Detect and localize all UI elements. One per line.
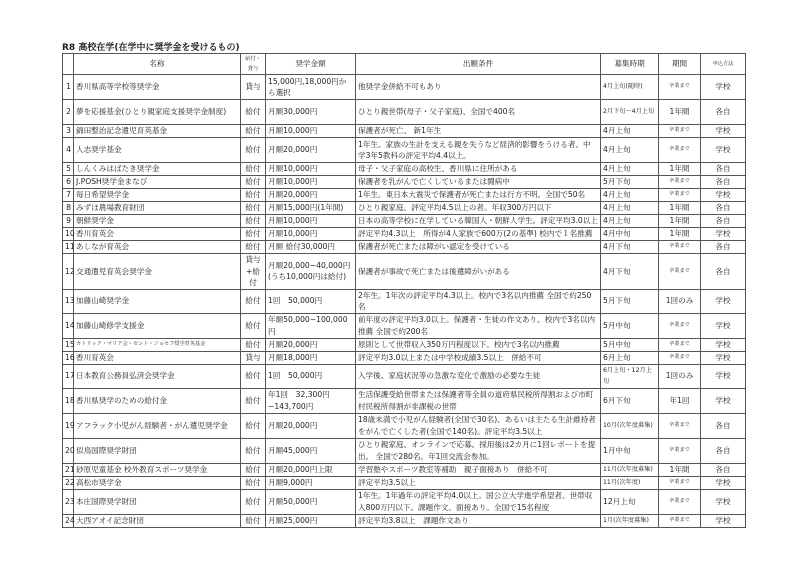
table-row xyxy=(63,100,746,125)
cell-duration: 卒業まで xyxy=(659,254,701,290)
cell-kind: 給付 xyxy=(241,138,266,163)
cell-conditions: 1年生。1年過年の評定平均4.0以上。国公立大学進学希望者。世帯収入800万円以下。課題作文、面接あり。全国で15名程度 xyxy=(356,489,601,514)
cell-method: 各自 xyxy=(701,254,746,290)
cell-no: 13 xyxy=(63,289,74,313)
cell-duration: 卒業まで xyxy=(659,514,701,527)
cell-kind: 給付 xyxy=(241,489,266,514)
cell-amount: 月額9,000円 xyxy=(266,476,356,489)
cell-name: 香川育英会 xyxy=(74,351,241,364)
cell-no: 14 xyxy=(63,313,74,338)
cell-duration: 卒業まで xyxy=(659,476,701,489)
cell-kind: 給付 xyxy=(241,202,266,215)
cell-conditions: 他奨学金併給不可もあり xyxy=(356,75,601,100)
cell-method: 学校 xyxy=(701,338,746,351)
cell-kind: 給付 xyxy=(241,163,266,176)
cell-kind: 給付 xyxy=(241,364,266,388)
cell-name: 毎日希望奨学金 xyxy=(74,189,241,202)
cell-amount: 月額50,000円 xyxy=(266,489,356,514)
cell-name: 大西アオイ記念財団 xyxy=(74,514,241,527)
cell-name: 交通遺児育英会奨学金 xyxy=(74,254,241,290)
header-period: 募集時期 xyxy=(601,54,659,75)
cell-amount: 月額45,000円 xyxy=(266,438,356,463)
cell-method: 学校 xyxy=(701,289,746,313)
cell-name: 加藤山崎修学支援金 xyxy=(74,313,241,338)
cell-duration: 1年間 xyxy=(659,463,701,476)
cell-period: 4月上旬 xyxy=(601,202,659,215)
table-row xyxy=(63,189,746,202)
table-row xyxy=(63,202,746,215)
cell-kind: 給付 xyxy=(241,125,266,138)
cell-method: 学校 xyxy=(701,489,746,514)
cell-conditions: ひとり親世帯(母子・父子家庭)、全国で400名 xyxy=(356,100,601,125)
cell-no: 22 xyxy=(63,476,74,489)
cell-method: 学校 xyxy=(701,476,746,489)
cell-kind: 給付 xyxy=(241,189,266,202)
cell-conditions: 評定平均4.3以上 所得が4人家族で600万(2の基準) 校内で１名推薦 xyxy=(356,228,601,241)
cell-conditions: 日本の高等学校に在学している韓国人・朝鮮人学生。評定平均3.0以上 xyxy=(356,215,601,228)
cell-method: 学校 xyxy=(701,388,746,413)
cell-no: 8 xyxy=(63,202,74,215)
cell-duration: 1年間 xyxy=(659,215,701,228)
table-row xyxy=(63,215,746,228)
table-row xyxy=(63,338,746,351)
cell-conditions: 1年生。家族の生計を支える親を失うなど経済的影響をうける者。中学3年5教科の評定平均4.4以上。 xyxy=(356,138,601,163)
cell-amount: 年額50,000~100,000円 xyxy=(266,313,356,338)
cell-conditions: 生活保護受給世帯または保護者等全員の道府県民税所得割および市町村民税所得割が非課税の世帯 xyxy=(356,388,601,413)
cell-name: J.POSH奨学金まなび xyxy=(74,176,241,189)
cell-conditions: 学習塾やスポーツ教室等補助 親子面接あり 併給不可 xyxy=(356,463,601,476)
cell-amount: 15,000円,18,000円から選択 xyxy=(266,75,356,100)
cell-kind: 貸与+給付 xyxy=(241,254,266,290)
header-amount: 奨学金額 xyxy=(266,54,356,75)
cell-amount: 月額10,000円 xyxy=(266,125,356,138)
cell-amount: 月額25,000円 xyxy=(266,514,356,527)
cell-kind: 貸与 xyxy=(241,75,266,100)
header-method: 申込方法 xyxy=(701,54,746,75)
table-row xyxy=(63,176,746,189)
cell-duration: 卒業まで xyxy=(659,189,701,202)
cell-kind: 給付 xyxy=(241,463,266,476)
table-row xyxy=(63,463,746,476)
table-body xyxy=(63,75,746,528)
cell-no: 7 xyxy=(63,189,74,202)
cell-period: 4月上旬 xyxy=(601,125,659,138)
cell-name: 似鳥国際奨学財団 xyxy=(74,438,241,463)
cell-no: 16 xyxy=(63,351,74,364)
cell-period: 4月中旬 xyxy=(601,228,659,241)
cell-method: 各自 xyxy=(701,163,746,176)
cell-method: 各自 xyxy=(701,241,746,254)
cell-period: 4月上旬 xyxy=(601,138,659,163)
cell-duration: 1年間 xyxy=(659,100,701,125)
cell-name: みずほ農場教育財団 xyxy=(74,202,241,215)
cell-no: 10 xyxy=(63,228,74,241)
cell-kind: 給付 xyxy=(241,228,266,241)
cell-kind: 給付 xyxy=(241,241,266,254)
cell-conditions: 2年生。1年次の評定平均4.3以上。校内で3名以内推薦 全国で約250名 xyxy=(356,289,601,313)
table-row xyxy=(63,514,746,527)
table-header-row xyxy=(63,54,746,75)
cell-amount: 月額18,000円 xyxy=(266,351,356,364)
cell-kind: 給付 xyxy=(241,338,266,351)
cell-period: 4月下旬 xyxy=(601,241,659,254)
cell-conditions: 保護者が死亡、 新1年生 xyxy=(356,125,601,138)
header-kind: 給付・貸与 xyxy=(241,54,266,75)
cell-method: 学校 xyxy=(701,75,746,100)
cell-conditions: 評定平均3.0以上または中学校成績3.5以上 併給不可 xyxy=(356,351,601,364)
cell-kind: 給付 xyxy=(241,289,266,313)
cell-period: 5月下旬 xyxy=(601,289,659,313)
cell-name: 夢を応援基金(ひとり親家庭支援奨学金制度) xyxy=(74,100,241,125)
cell-amount: 1回 50,000円 xyxy=(266,289,356,313)
page-title: R8 高校在学(在学中に奨学金を受けるもの) xyxy=(62,43,240,53)
table-row xyxy=(63,125,746,138)
cell-kind: 給付 xyxy=(241,176,266,189)
cell-method: 学校 xyxy=(701,351,746,364)
cell-period: 2月下旬～4月上旬 xyxy=(601,100,659,125)
table-row xyxy=(63,313,746,338)
cell-name: 本庄国際奨学財団 xyxy=(74,489,241,514)
cell-name: 高松市奨学金 xyxy=(74,476,241,489)
cell-kind: 給付 xyxy=(241,313,266,338)
cell-duration: 卒業まで xyxy=(659,489,701,514)
cell-name: 香川育英会 xyxy=(74,228,241,241)
cell-no: 4 xyxy=(63,138,74,163)
scholarship-table xyxy=(62,53,746,528)
cell-amount: 年1回 32,300円 ~143,700円 xyxy=(266,388,356,413)
cell-no: 6 xyxy=(63,176,74,189)
cell-no: 1 xyxy=(63,75,74,100)
cell-method: 各自 xyxy=(701,202,746,215)
cell-name: 日本教育公務員弘済会奨学金 xyxy=(74,364,241,388)
cell-no: 17 xyxy=(63,364,74,388)
cell-period: 11月(次年度) xyxy=(601,476,659,489)
cell-duration: 卒業まで xyxy=(659,241,701,254)
cell-kind: 給付 xyxy=(241,215,266,228)
cell-conditions: 母子・父子家庭の高校生、香川県に住所がある xyxy=(356,163,601,176)
cell-no: 2 xyxy=(63,100,74,125)
cell-kind: 給付 xyxy=(241,514,266,527)
cell-method: 各自 xyxy=(701,438,746,463)
cell-period: 4月下旬 xyxy=(601,254,659,290)
cell-period: 1月(次年度募集) xyxy=(601,514,659,527)
table-row xyxy=(63,289,746,313)
cell-amount: 月額20,000円 xyxy=(266,338,356,351)
cell-method: 各自 xyxy=(701,100,746,125)
cell-period: 5月下旬 xyxy=(601,176,659,189)
cell-period: 10月(次年度募集) xyxy=(601,413,659,438)
cell-duration: 卒業まで xyxy=(659,75,701,100)
table-row xyxy=(63,241,746,254)
cell-name: アフラック小児がん経験者・がん遺児奨学金 xyxy=(74,413,241,438)
cell-no: 12 xyxy=(63,254,74,290)
cell-period: 6月上旬・12月上旬 xyxy=(601,364,659,388)
cell-name: しんくみはばたき奨学金 xyxy=(74,163,241,176)
cell-no: 3 xyxy=(63,125,74,138)
cell-period: 6月上旬 xyxy=(601,351,659,364)
table-row xyxy=(63,476,746,489)
cell-period: 4月上旬 xyxy=(601,189,659,202)
cell-duration: 1年間 xyxy=(659,202,701,215)
cell-conditions: ひとり親家庭、評定平均4.5以上の者。年収300万円以下 xyxy=(356,202,601,215)
cell-period: 5月中旬 xyxy=(601,338,659,351)
cell-name: あしなが育英会 xyxy=(74,241,241,254)
cell-kind: 給付 xyxy=(241,100,266,125)
cell-period: 4月上旬 xyxy=(601,215,659,228)
cell-period: 5月中旬 xyxy=(601,313,659,338)
cell-conditions: 原則として世帯収入350万円程度以下。校内で3名以内推薦 xyxy=(356,338,601,351)
header-no xyxy=(63,54,74,75)
cell-method: 学校 xyxy=(701,228,746,241)
cell-amount: 月額20,000~40,000円(うち10,000円は給付) xyxy=(266,254,356,290)
cell-name: 錦田整治記念遺児育英基金 xyxy=(74,125,241,138)
cell-no: 5 xyxy=(63,163,74,176)
cell-conditions: 保護者が事故で死亡または後遺障がいがある xyxy=(356,254,601,290)
cell-amount: 月額10,000円 xyxy=(266,176,356,189)
cell-conditions: ひとり親家庭、オンラインで応募。採用後は2カ月に1回レポートを提出。 全国で280名。年1回交流会参加。 xyxy=(356,438,601,463)
cell-name: 砂原児童基金 校外教育スポーツ奨学金 xyxy=(74,463,241,476)
cell-duration: 1年間 xyxy=(659,163,701,176)
cell-duration: 卒業まで xyxy=(659,313,701,338)
cell-no: 18 xyxy=(63,388,74,413)
cell-kind: 給付 xyxy=(241,413,266,438)
cell-no: 11 xyxy=(63,241,74,254)
header-name: 名称 xyxy=(74,54,241,75)
cell-duration: 1回のみ xyxy=(659,289,701,313)
cell-conditions: 保護者が死亡または障がい認定を受けている xyxy=(356,241,601,254)
cell-no: 23 xyxy=(63,489,74,514)
cell-kind: 給付 xyxy=(241,438,266,463)
table-row xyxy=(63,138,746,163)
table-row xyxy=(63,254,746,290)
cell-kind: 給付 xyxy=(241,476,266,489)
cell-duration: 卒業まで xyxy=(659,351,701,364)
table-row xyxy=(63,351,746,364)
table-row xyxy=(63,489,746,514)
cell-method: 学校 xyxy=(701,514,746,527)
cell-name: 香川県奨学のための給付金 xyxy=(74,388,241,413)
cell-conditions: 1年生。東日本大震災で保護者が死亡または行方不明、全国で50名 xyxy=(356,189,601,202)
table-row xyxy=(63,75,746,100)
cell-conditions: 18歳未満で小児がん経験者(全国で30名)、あるいは主たる生計維持者をがんで亡くした者(全国で140名)。評定平均3.5以上 xyxy=(356,413,601,438)
cell-method: 学校 xyxy=(701,125,746,138)
cell-amount: 月額30,000円 xyxy=(266,100,356,125)
cell-period: 6月下旬 xyxy=(601,388,659,413)
cell-duration: 1回のみ xyxy=(659,364,701,388)
cell-amount: 月額 給付30,000円 xyxy=(266,241,356,254)
cell-method: 学校 xyxy=(701,313,746,338)
cell-name: 加藤山崎奨学金 xyxy=(74,289,241,313)
cell-kind: 給付 xyxy=(241,388,266,413)
cell-duration: 1年間 xyxy=(659,228,701,241)
cell-method: 学校 xyxy=(701,189,746,202)
cell-duration: 卒業まで xyxy=(659,138,701,163)
cell-period: 4月上旬(随時) xyxy=(601,75,659,100)
cell-period: 1月中旬 xyxy=(601,438,659,463)
cell-method: 各自 xyxy=(701,413,746,438)
cell-amount: 月額20,000円上限 xyxy=(266,463,356,476)
cell-no: 15 xyxy=(63,338,74,351)
cell-no: 21 xyxy=(63,463,74,476)
cell-method: 各自 xyxy=(701,176,746,189)
cell-name: 朝鮮奨学金 xyxy=(74,215,241,228)
cell-duration: 卒業まで xyxy=(659,413,701,438)
cell-no: 9 xyxy=(63,215,74,228)
cell-kind: 貸与 xyxy=(241,351,266,364)
cell-period: 4月上旬 xyxy=(601,163,659,176)
cell-conditions: 前年度の評定平均3.0以上。保護者・生徒の作文あり。校内で3名以内推薦 全国で約200名 xyxy=(356,313,601,338)
cell-conditions: 入学後、家庭状況等の急激な変化で激励の必要な生徒 xyxy=(356,364,601,388)
cell-method: 学校 xyxy=(701,364,746,388)
table-row xyxy=(63,413,746,438)
cell-period: 12月上旬 xyxy=(601,489,659,514)
cell-period: 11月(次年度募集) xyxy=(601,463,659,476)
cell-no: 20 xyxy=(63,438,74,463)
cell-conditions: 保護者を乳がんで亡くしているまたは闘病中 xyxy=(356,176,601,189)
table-row xyxy=(63,438,746,463)
table-row xyxy=(63,163,746,176)
table-row xyxy=(63,364,746,388)
cell-duration: 卒業まで xyxy=(659,338,701,351)
cell-duration: 年1回 xyxy=(659,388,701,413)
cell-amount: 月額10,000円 xyxy=(266,163,356,176)
cell-no: 19 xyxy=(63,413,74,438)
cell-amount: 月額20,000円 xyxy=(266,189,356,202)
header-conditions: 出願条件 xyxy=(356,54,601,75)
cell-amount: 月額10,000円 xyxy=(266,215,356,228)
cell-name: カトリック・マリア会・セント・ジョセフ奨学育英基金 xyxy=(74,338,241,351)
cell-no: 24 xyxy=(63,514,74,527)
cell-amount: 月額20,000円 xyxy=(266,138,356,163)
cell-duration: 卒業まで xyxy=(659,176,701,189)
cell-amount: 月額15,000円(1年間) xyxy=(266,202,356,215)
cell-conditions: 評定平均3.8以上 課題作文あり xyxy=(356,514,601,527)
cell-name: 人志奨学基金 xyxy=(74,138,241,163)
cell-conditions: 評定平均3.5以上 xyxy=(356,476,601,489)
cell-method: 学校 xyxy=(701,138,746,163)
cell-duration: 卒業まで xyxy=(659,125,701,138)
cell-duration: 卒業まで xyxy=(659,438,701,463)
cell-amount: 1回 50,000円 xyxy=(266,364,356,388)
cell-amount: 月額10,000円 xyxy=(266,228,356,241)
table-row xyxy=(63,388,746,413)
table-row xyxy=(63,228,746,241)
header-duration: 期間 xyxy=(659,54,701,75)
cell-method: 各自 xyxy=(701,215,746,228)
cell-name: 香川県高等学校等奨学金 xyxy=(74,75,241,100)
cell-method: 各自 xyxy=(701,463,746,476)
cell-amount: 月額20,000円 xyxy=(266,413,356,438)
